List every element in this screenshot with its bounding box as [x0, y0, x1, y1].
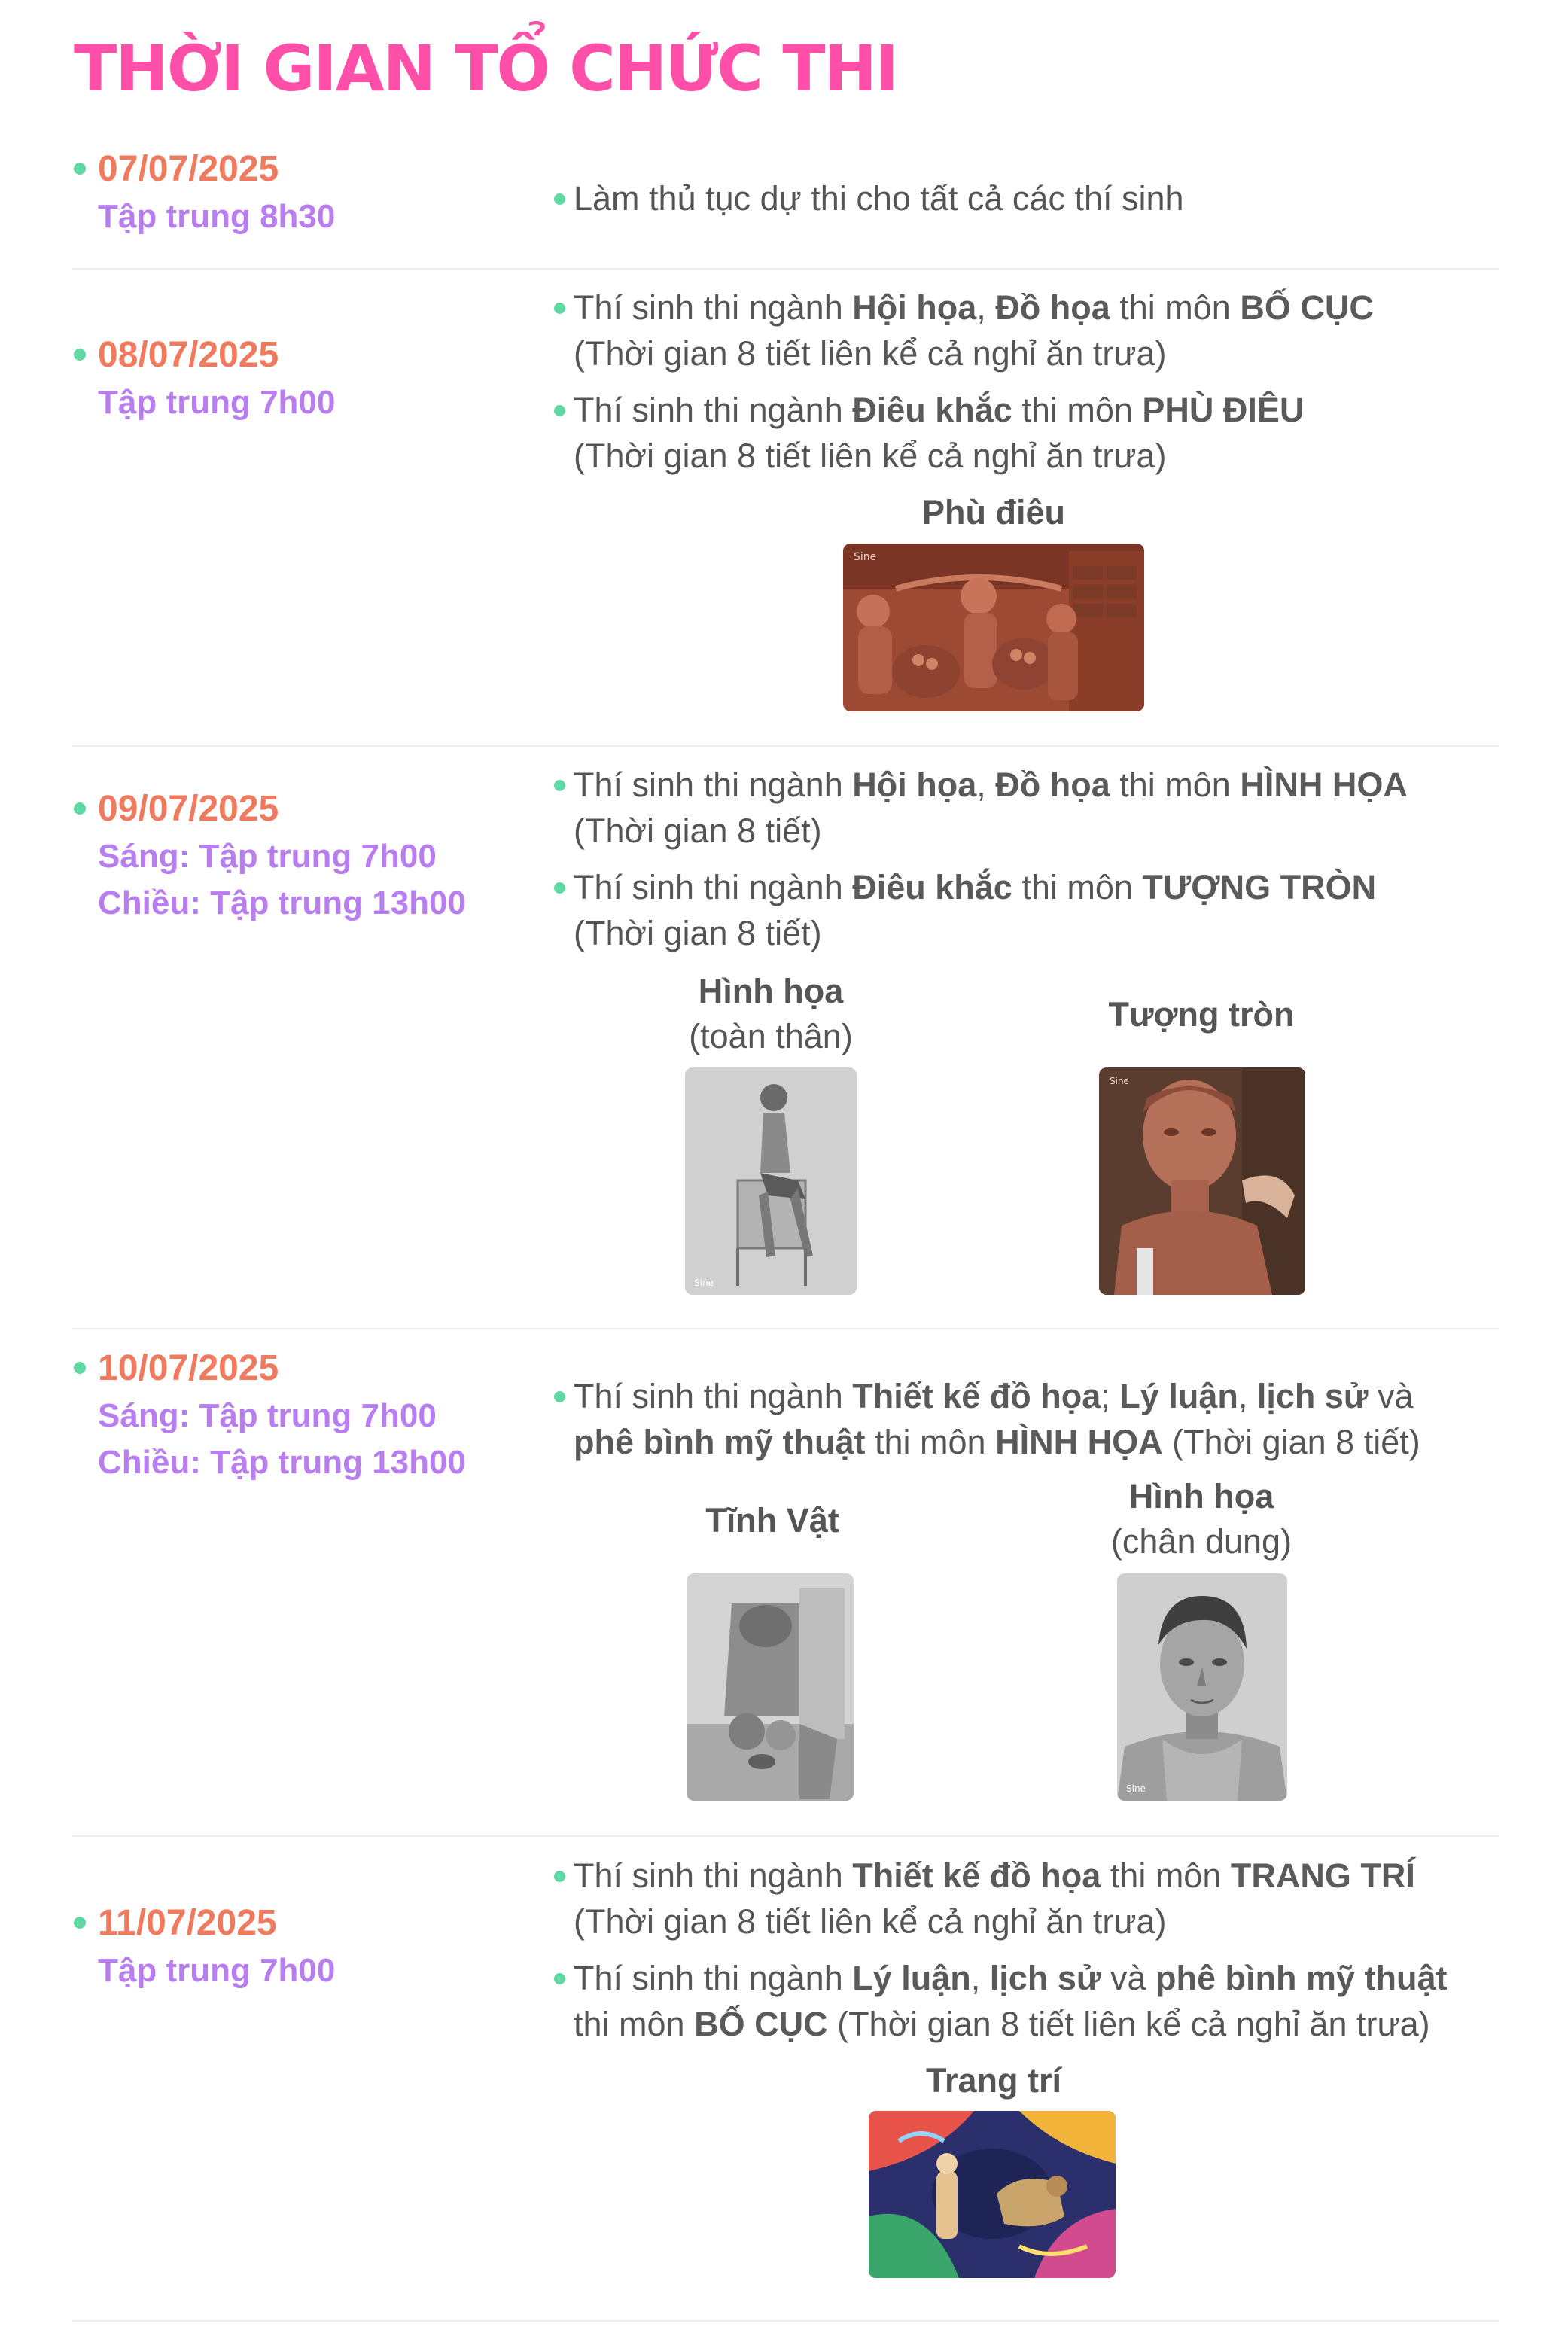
text-run: Thí sinh thi ngành — [574, 1959, 853, 1997]
text-run-bold: Điêu khắc — [852, 868, 1012, 906]
caption-title: Tượng tròn — [1108, 995, 1295, 1034]
relief-sculpture-photo — [843, 544, 1144, 711]
caption-title: Hình họa — [1128, 1477, 1274, 1515]
text-run-bold: phê bình mỹ thuật — [1155, 1959, 1448, 1997]
text-run: , — [976, 288, 996, 327]
exam-date: 10/07/2025 — [98, 1348, 279, 1388]
assembly-time: Chiều: Tập trung 13h00 — [98, 1444, 466, 1481]
watermark-text: Sine — [694, 1278, 714, 1288]
bullet-dot — [554, 780, 565, 791]
text-run: (Thời gian 8 tiết) — [574, 812, 822, 850]
text-run: (Thời gian 8 tiết liên kể cả nghỉ ăn trưa) — [574, 334, 1167, 373]
watermark-text: Sine — [1110, 1076, 1129, 1086]
bullet-dot — [74, 802, 86, 815]
watermark-text: Sine — [854, 551, 877, 563]
text-run: (Thời gian 8 tiết liên kể cả nghỉ ăn trưa) — [827, 2005, 1430, 2043]
text-run: , — [976, 766, 996, 804]
exam-date: 07/07/2025 — [98, 148, 279, 189]
bullet-line — [551, 433, 1507, 479]
text-run: thi môn — [574, 2005, 695, 2043]
text-run: Thí sinh thi ngành — [574, 1377, 853, 1415]
text-run-bold: Đồ họa — [995, 766, 1110, 804]
text-run: Thí sinh thi ngành — [574, 391, 853, 429]
bullet-dot — [554, 882, 565, 894]
date-block — [74, 144, 335, 240]
divider — [72, 2320, 1499, 2322]
text-run-bold: phê bình mỹ thuật — [574, 1423, 866, 1461]
bullet-line — [551, 1899, 1507, 1945]
caption-title: Phù điêu — [922, 493, 1065, 531]
portrait-drawing-photo — [1117, 1573, 1287, 1801]
exam-date: 11/07/2025 — [98, 1902, 277, 1943]
bullet-dot — [74, 163, 86, 175]
schedule-bullet — [551, 762, 1507, 854]
text-run-bold: HÌNH HỌA — [1240, 766, 1408, 804]
text-run: và — [1101, 1959, 1155, 1997]
text-run-bold: Hội họa — [852, 766, 977, 804]
image-caption — [659, 1498, 885, 1543]
bullet-dot — [554, 1871, 565, 1882]
assembly-time: Chiều: Tập trung 13h00 — [98, 885, 466, 921]
text-run: thi môn — [1012, 868, 1143, 906]
text-run-bold: Đồ họa — [995, 288, 1110, 327]
text-run: (Thời gian 8 tiết liên kể cả nghỉ ăn trưa) — [574, 437, 1167, 475]
caption-subtitle: (toàn thân) — [689, 1017, 853, 1055]
text-run: và — [1368, 1377, 1414, 1415]
text-run-bold: Điêu khắc — [852, 391, 1012, 429]
schedule-bullet — [551, 175, 1507, 221]
text-run: , — [1238, 1377, 1257, 1415]
bullet-line — [551, 808, 1507, 854]
text-run: Thí sinh thi ngành — [574, 766, 853, 804]
watermark-text: Sine — [1126, 1783, 1146, 1794]
text-run: Thí sinh thi ngành — [574, 1856, 853, 1895]
bullet-line — [551, 864, 1507, 910]
text-run: (Thời gian 8 tiết) — [1162, 1423, 1420, 1461]
image-caption — [1088, 1474, 1314, 1564]
text-run: (Thời gian 8 tiết liên kể cả nghỉ ăn trưa) — [574, 1902, 1167, 1941]
bullet-line — [551, 1955, 1507, 2001]
schedule-bullet — [551, 1853, 1507, 1945]
still-life-drawing-photo — [687, 1573, 854, 1801]
divider — [72, 1835, 1499, 1837]
text-run: thi môn — [865, 1423, 996, 1461]
page-title: THỜI GIAN TỔ CHỨC THI — [74, 32, 898, 105]
caption-title: Tĩnh Vật — [705, 1501, 839, 1540]
bullet-dot — [74, 1917, 86, 1929]
date-block — [74, 1343, 466, 1486]
bullet-dot — [554, 405, 565, 416]
image-caption — [881, 2058, 1107, 2103]
schedule-bullet — [551, 1373, 1507, 1465]
bullet-line — [551, 910, 1507, 956]
text-run-bold: Hội họa — [852, 288, 977, 327]
bullet-dot — [74, 349, 86, 361]
text-run: thi môn — [1110, 288, 1241, 327]
schedule-bullet — [551, 387, 1507, 479]
bullet-line — [551, 387, 1507, 433]
text-run-bold: BỐ CỤC — [1240, 288, 1374, 327]
text-run: thi môn — [1110, 766, 1241, 804]
text-run-bold: BỐ CỤC — [694, 2005, 828, 2043]
text-run: (Thời gian 8 tiết) — [574, 914, 822, 952]
text-run: thi môn — [1101, 1856, 1231, 1895]
text-run-bold: Lý luận — [1119, 1377, 1238, 1415]
text-run-bold: Lý luận — [852, 1959, 971, 1997]
assembly-time: Sáng: Tập trung 7h00 — [98, 1397, 437, 1434]
image-caption — [843, 490, 1144, 535]
schedule-bullet — [551, 1955, 1507, 2047]
text-run-bold: PHÙ ĐIÊU — [1142, 391, 1305, 429]
bullet-dot — [554, 1973, 565, 1984]
bullet-dot — [554, 193, 565, 205]
text-run-bold: lịch sử — [989, 1959, 1101, 1997]
caption-subtitle: (chân dung) — [1110, 1522, 1292, 1561]
text-run-bold: lịch sử — [1256, 1377, 1369, 1415]
assembly-time: Tập trung 7h00 — [98, 1952, 336, 1989]
bullet-dot — [74, 1362, 86, 1374]
bullet-line — [551, 1419, 1507, 1465]
bullet-line — [551, 330, 1507, 376]
image-caption — [1088, 992, 1314, 1037]
exam-date: 08/07/2025 — [98, 334, 279, 375]
bullet-line — [551, 285, 1507, 330]
text-run: Làm thủ tục dự thi cho tất cả các thí sinh — [574, 179, 1184, 218]
bullet-dot — [554, 303, 565, 314]
figure-drawing-photo — [685, 1067, 857, 1295]
text-run-bold: TƯỢNG TRÒN — [1142, 868, 1377, 906]
date-block — [74, 784, 466, 927]
round-sculpture-photo — [1099, 1067, 1305, 1295]
text-run: Thí sinh thi ngành — [574, 288, 853, 327]
divider — [72, 1328, 1499, 1329]
caption-title: Trang trí — [925, 2061, 1062, 2100]
exam-date: 09/07/2025 — [98, 788, 279, 829]
date-block — [74, 330, 335, 426]
bullet-line — [551, 762, 1507, 808]
assembly-time: Sáng: Tập trung 7h00 — [98, 838, 437, 875]
caption-title: Hình họa — [698, 972, 844, 1010]
text-run: thi môn — [1012, 391, 1143, 429]
decorative-painting-photo — [869, 2111, 1116, 2278]
text-run-bold: Thiết kế đồ họa — [852, 1856, 1101, 1895]
text-run-bold: TRANG TRÍ — [1230, 1856, 1415, 1895]
assembly-time: Tập trung 8h30 — [98, 198, 336, 235]
bullet-line — [551, 1373, 1507, 1419]
bullet-line — [551, 175, 1507, 221]
divider — [72, 268, 1499, 270]
bullet-line — [551, 2001, 1507, 2047]
schedule-bullet — [551, 285, 1507, 376]
date-block — [74, 1898, 335, 1994]
text-run: ; — [1101, 1377, 1120, 1415]
image-caption — [658, 969, 884, 1059]
assembly-time: Tập trung 7h00 — [98, 384, 336, 421]
text-run: , — [970, 1959, 990, 1997]
bullet-dot — [554, 1391, 565, 1402]
text-run-bold: Thiết kế đồ họa — [852, 1377, 1101, 1415]
divider — [72, 745, 1499, 747]
bullet-line — [551, 1853, 1507, 1899]
text-run-bold: HÌNH HỌA — [995, 1423, 1163, 1461]
schedule-bullet — [551, 864, 1507, 956]
text-run: Thí sinh thi ngành — [574, 868, 853, 906]
